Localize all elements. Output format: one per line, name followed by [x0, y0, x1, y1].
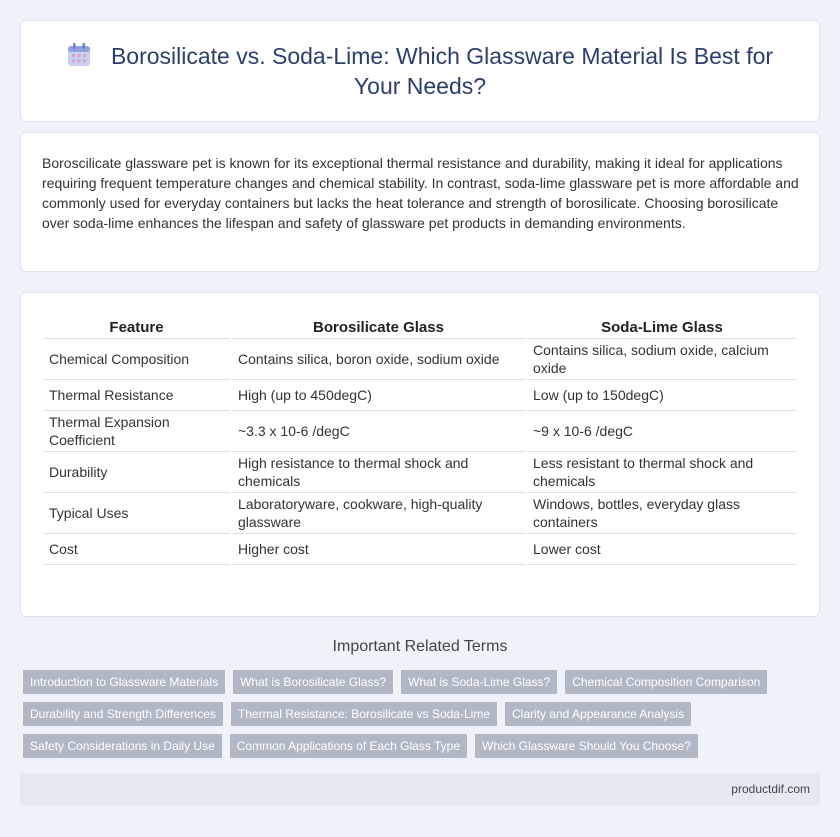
- tag-link[interactable]: Introduction to Glassware Materials: [23, 670, 225, 694]
- tag-link[interactable]: Which Glassware Should You Choose?: [475, 734, 698, 758]
- table-cell: Laboratoryware, cookware, high-quality glassware: [232, 493, 525, 534]
- table-cell: Lower cost: [527, 534, 797, 565]
- table-row: [43, 411, 797, 452]
- table-row: [43, 493, 797, 534]
- tag-link[interactable]: Durability and Strength Differences: [23, 702, 223, 726]
- tag-row: [23, 734, 823, 766]
- tag-link[interactable]: What is Borosilicate Glass?: [233, 670, 393, 694]
- intro-card: [20, 132, 820, 272]
- table-cell: Low (up to 150degC): [527, 380, 797, 411]
- table-cell: Less resistant to thermal shock and chemicals: [527, 452, 797, 493]
- table-cell: High resistance to thermal shock and chemicals: [232, 452, 525, 493]
- footer: [20, 773, 820, 806]
- table-row: [43, 534, 797, 565]
- header-soda-lime: Soda-Lime Glass: [527, 313, 797, 339]
- table-header-row: [43, 313, 797, 339]
- related-tags: [23, 670, 823, 766]
- comparison-card: [20, 292, 820, 617]
- table-cell: Cost: [43, 534, 230, 565]
- header-feature: Feature: [43, 313, 230, 339]
- tag-row: [23, 702, 823, 734]
- tag-link[interactable]: Common Applications of Each Glass Type: [230, 734, 467, 758]
- tag-link[interactable]: Chemical Composition Comparison: [565, 670, 767, 694]
- table-cell: Typical Uses: [43, 493, 230, 534]
- calendar-grid-icon: [67, 43, 91, 67]
- header-borosilicate: Borosilicate Glass: [232, 313, 525, 339]
- table-cell: Windows, bottles, everyday glass containers: [527, 493, 797, 534]
- table-row: [43, 339, 797, 380]
- tag-row: [23, 670, 823, 702]
- tag-link[interactable]: Thermal Resistance: Borosilicate vs Soda-Lime: [231, 702, 497, 726]
- header-card: [20, 20, 820, 122]
- intro-paragraph: Boroscilicate glassware pet is known for its exceptional thermal resistance and durability, making it ideal for applications requiring frequent temperature changes and chemical stability. In contrast, soda-lime glassware pet is more affordable and commonly used for everyday containers but lacks the heat tolerance and strength of borosilicate. Choosing borosilicate over soda-lime enhances the lifespan and safety of glassware pet products in demanding environments.: [42, 155, 799, 231]
- tag-link[interactable]: What is Soda-Lime Glass?: [401, 670, 557, 694]
- table-row: [43, 452, 797, 493]
- related-terms-heading: Important Related Terms: [332, 638, 508, 655]
- table-cell: ~3.3 x 10-6 /degC: [232, 411, 525, 452]
- table-cell: Chemical Composition: [43, 339, 230, 380]
- table-cell: High (up to 450degC): [232, 380, 525, 411]
- table-cell: Thermal Resistance: [43, 380, 230, 411]
- tag-link[interactable]: Safety Considerations in Daily Use: [23, 734, 222, 758]
- title-wrap: [51, 41, 789, 101]
- table-cell: Higher cost: [232, 534, 525, 565]
- page-title: Borosilicate vs. Soda-Lime: Which Glassware Material Is Best for Your Needs?: [110, 43, 774, 99]
- table-cell: Durability: [43, 452, 230, 493]
- table-cell: Contains silica, boron oxide, sodium oxide: [232, 339, 525, 380]
- table-cell: Contains silica, sodium oxide, calcium oxide: [527, 339, 797, 380]
- table-cell: ~9 x 10-6 /degC: [527, 411, 797, 452]
- table-cell: Thermal Expansion Coefficient: [43, 411, 230, 452]
- tag-link[interactable]: Clarity and Appearance Analysis: [505, 702, 691, 726]
- table-row: [43, 380, 797, 411]
- comparison-table: [41, 313, 799, 565]
- footer-site-link[interactable]: productdif.com: [731, 782, 810, 796]
